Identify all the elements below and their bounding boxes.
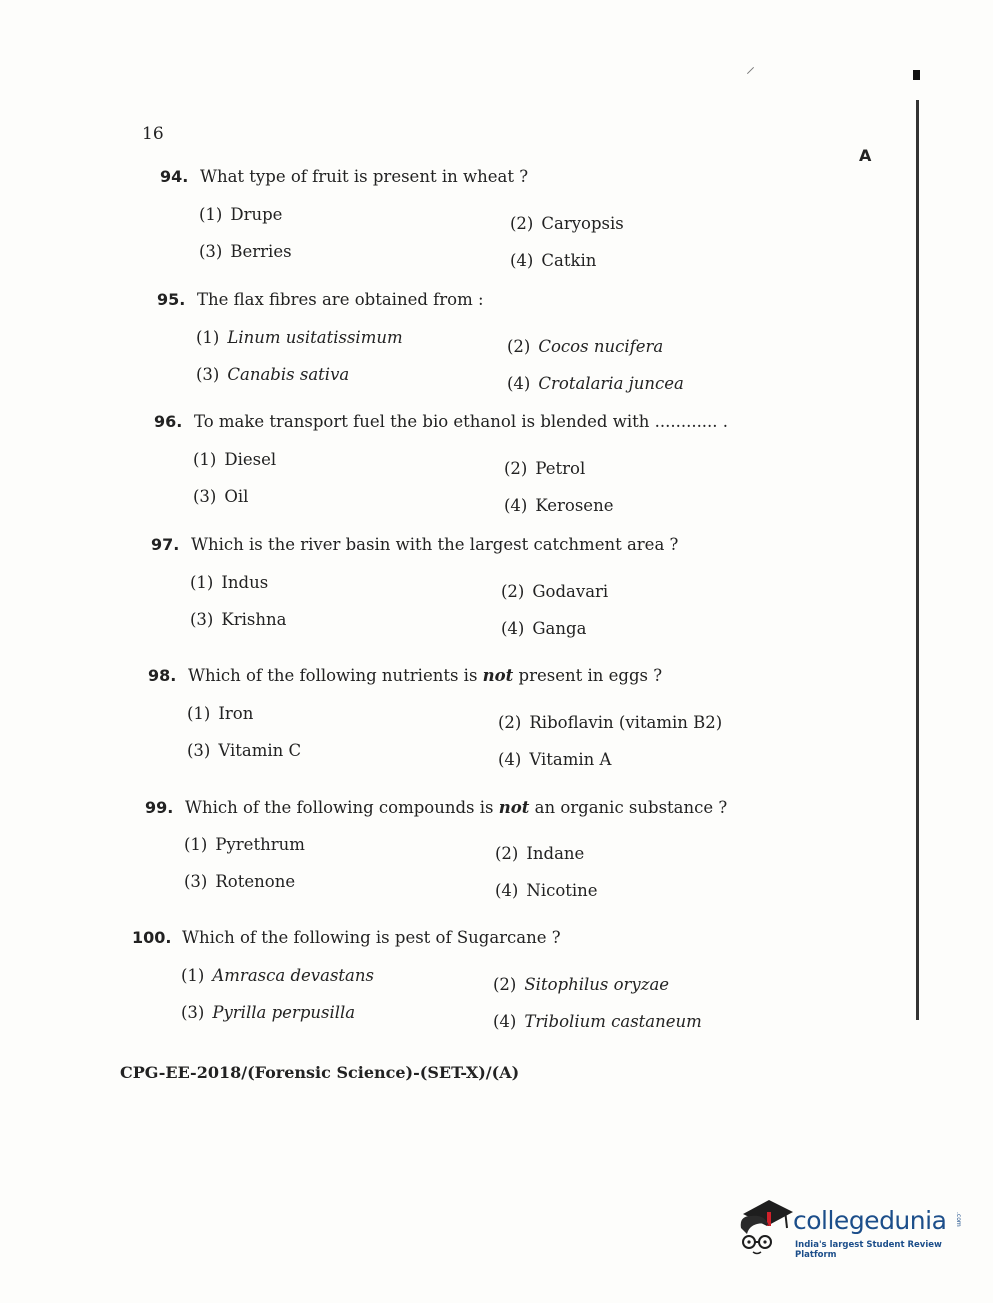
option-1: (1) Pyrethrum bbox=[184, 835, 305, 854]
question-100 bbox=[132, 928, 752, 1031]
question-text: Which of the following compounds is not an organic substance ? bbox=[185, 798, 728, 817]
option-2: (2) Sitophilus oryzae bbox=[493, 975, 670, 994]
question-number: 97. bbox=[151, 535, 180, 554]
question-number: 100. bbox=[132, 928, 172, 947]
option-2: (2) Petrol bbox=[504, 459, 586, 478]
question-99 bbox=[145, 798, 765, 900]
option-3: (3) Vitamin C bbox=[187, 741, 302, 760]
option-1: (1) Iron bbox=[187, 704, 254, 723]
question-number: 96. bbox=[154, 412, 183, 431]
page-edge-line bbox=[916, 100, 919, 1020]
option-2: (2) Indane bbox=[495, 844, 585, 863]
brand-name: collegedunia bbox=[793, 1206, 947, 1235]
question-98 bbox=[148, 666, 768, 769]
option-2: (2) Riboflavin (vitamin B2) bbox=[498, 713, 723, 732]
option-2: (2) Cocos nucifera bbox=[507, 337, 664, 356]
option-1: (1) Amrasca devastans bbox=[181, 966, 374, 985]
option-4: (4) Vitamin A bbox=[498, 750, 612, 769]
question-number: 98. bbox=[148, 666, 177, 685]
question-text: What type of fruit is present in wheat ? bbox=[200, 167, 529, 186]
option-4: (4) Kerosene bbox=[504, 496, 614, 515]
question-number: 95. bbox=[157, 290, 186, 309]
option-4: (4) Tribolium castaneum bbox=[493, 1012, 702, 1031]
option-4: (4) Ganga bbox=[501, 619, 587, 638]
scan-mark bbox=[747, 67, 754, 74]
question-text: To make transport fuel the bio ethanol is blended with ............ . bbox=[194, 412, 729, 431]
option-1: (1) Drupe bbox=[199, 205, 283, 224]
option-2: (2) Caryopsis bbox=[510, 214, 624, 233]
option-4: (4) Nicotine bbox=[495, 881, 598, 900]
option-3: (3) Rotenone bbox=[184, 872, 296, 891]
option-4: (4) Catkin bbox=[510, 251, 597, 270]
question-97 bbox=[151, 535, 771, 638]
option-2: (2) Godavari bbox=[501, 582, 609, 601]
scan-mark bbox=[913, 70, 920, 80]
option-3: (3) Pyrilla perpusilla bbox=[181, 1003, 356, 1022]
option-3: (3) Oil bbox=[193, 487, 249, 506]
brand-suffix: .com bbox=[955, 1212, 962, 1227]
question-text: Which is the river basin with the largest catchment area ? bbox=[191, 535, 679, 554]
graduate-mascot-icon bbox=[735, 1198, 795, 1260]
page-number: 16 bbox=[142, 124, 164, 144]
question-94 bbox=[160, 167, 780, 270]
option-3: (3) Krishna bbox=[190, 610, 287, 629]
question-text: Which of the following is pest of Sugarcane ? bbox=[182, 928, 561, 947]
question-96 bbox=[154, 412, 774, 515]
option-3: (3) Canabis sativa bbox=[196, 365, 350, 384]
option-1: (1) Linum usitatissimum bbox=[196, 328, 403, 347]
question-text: The flax fibres are obtained from : bbox=[197, 290, 484, 309]
question-text: Which of the following nutrients is not present in eggs ? bbox=[188, 666, 663, 685]
option-1: (1) Indus bbox=[190, 573, 269, 592]
question-number: 99. bbox=[145, 798, 174, 817]
brand-tagline: India's largest Student Review Platform bbox=[795, 1240, 942, 1260]
paper-code: CPG-EE-2018/(Forensic Science)-(SET-X)/(A) bbox=[120, 1063, 520, 1082]
option-4: (4) Crotalaria juncea bbox=[507, 374, 684, 393]
question-number: 94. bbox=[160, 167, 189, 186]
option-3: (3) Berries bbox=[199, 242, 292, 261]
option-1: (1) Diesel bbox=[193, 450, 277, 469]
set-letter: A bbox=[859, 146, 872, 165]
question-95 bbox=[157, 290, 777, 393]
collegedunia-logo bbox=[735, 1198, 965, 1260]
